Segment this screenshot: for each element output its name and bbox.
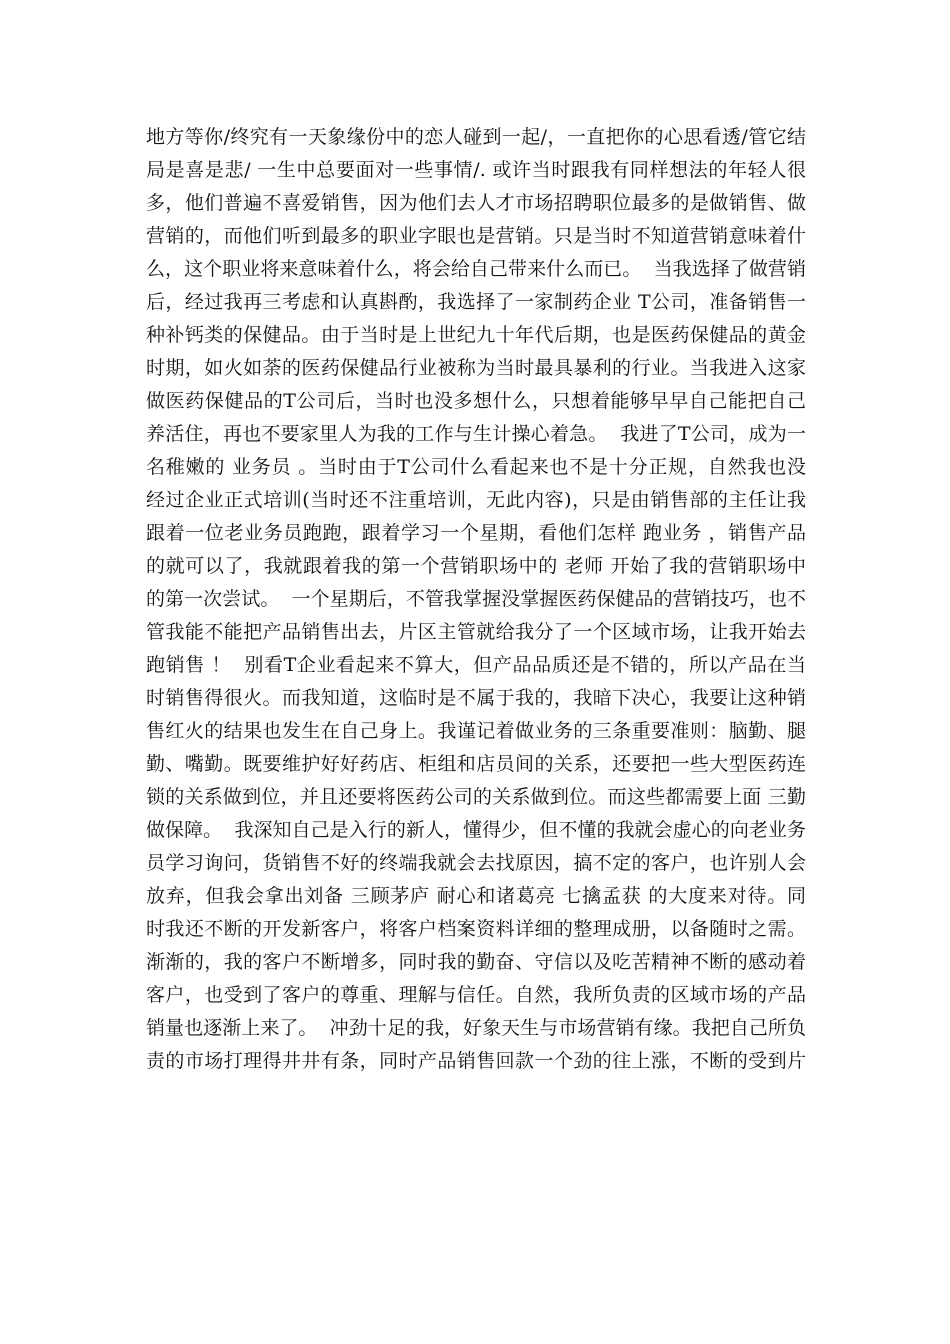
text-line: 锁的关系做到位，并且还要将医药公司的关系做到位。而这些都需要上面 三勤: [146, 786, 806, 808]
text-line: 做医药保健品的T公司后，当时也没多想什么，只想着能够早早自己能把自己: [146, 390, 806, 412]
text-line: 时我还不断的开发新客户，将客户档案资料详细的整理成册，以备随时之需。: [146, 918, 806, 940]
text-line: 渐渐的，我的客户不断增多，同时我的勤奋、守信以及吃苦精神不断的感动着: [146, 951, 806, 973]
text-line: 多，他们普遍不喜爱销售，因为他们去人才市场招聘职位最多的是做销售、做: [146, 192, 806, 214]
text-line: 名稚嫩的 业务员 。当时由于T公司什么看起来也不是十分正规，自然我也没: [146, 456, 806, 478]
text-line: 售红火的结果也发生在自己身上。我谨记着做业务的三条重要准则：脑勤、腿: [146, 720, 806, 742]
text-line: 销量也逐渐上来了。 冲劲十足的我，好象天生与市场营销有缘。我把自己所负: [146, 1017, 806, 1039]
text-line: 养活住，再也不要家里人为我的工作与生计操心着急。 我进了T公司，成为一: [146, 423, 806, 445]
text-line: 经过企业正式培训(当时还不注重培训，无此内容)，只是由销售部的主任让我: [146, 489, 806, 511]
text-line: 的第一次尝试。 一个星期后，不管我掌握没掌握医药保健品的营销技巧，也不: [146, 588, 806, 610]
text-line: 放弃，但我会拿出刘备 三顾茅庐 耐心和诸葛亮 七擒孟获 的大度来对待。同: [146, 885, 806, 907]
text-line: 跟着一位老业务员跑跑，跟着学习一个星期，看他们怎样 跑业务 ，销售产品: [146, 522, 806, 544]
text-line: 员学习询问，货销售不好的终端我就会去找原因，搞不定的客户，也许别人会: [146, 852, 806, 874]
text-line: 么，这个职业将来意味着什么，将会给自己带来什么而已。 当我选择了做营销: [146, 258, 806, 280]
text-line: 勤、嘴勤。既要维护好好药店、柜组和店员间的关系，还要把一些大型医药连: [146, 753, 806, 775]
text-line: 地方等你/终究有一天象缘份中的恋人碰到一起/，一直把你的心思看透/管它结: [146, 126, 806, 148]
text-line: 管我能不能把产品销售出去，片区主管就给我分了一个区域市场，让我开始去: [146, 621, 806, 643]
text-line: 做保障。 我深知自己是入行的新人，懂得少，但不懂的我就会虚心的向老业务: [146, 819, 806, 841]
text-line: 后，经过我再三考虑和认真斟酌，我选择了一家制药企业 T公司，准备销售一: [146, 291, 806, 313]
text-line: 营销的，而他们听到最多的职业字眼也是营销。只是当时不知道营销意味着什: [146, 225, 806, 247]
text-line: 局是喜是悲/ 一生中总要面对一些事情/. 或许当时跟我有同样想法的年轻人很: [146, 159, 806, 181]
text-line: 种补钙类的保健品。由于当时是上世纪九十年代后期，也是医药保健品的黄金: [146, 324, 806, 346]
text-line: 时销售得很火。而我知道，这临时是不属于我的，我暗下决心，我要让这种销: [146, 687, 806, 709]
text-line: 跑销售 ！ 别看T企业看起来不算大，但产品品质还是不错的，所以产品在当: [146, 654, 806, 676]
body-text: [146, 121, 806, 1078]
text-line: 责的市场打理得井井有条，同时产品销售回款一个劲的往上涨，不断的受到片: [146, 1050, 806, 1072]
text-line: 客户，也受到了客户的尊重、理解与信任。自然，我所负责的区域市场的产品: [146, 984, 806, 1006]
text-line: 的就可以了，我就跟着我的第一个营销职场中的 老师 开始了我的营销职场中: [146, 555, 806, 577]
text-line: 时期，如火如荼的医药保健品行业被称为当时最具暴利的行业。当我进入这家: [146, 357, 806, 379]
